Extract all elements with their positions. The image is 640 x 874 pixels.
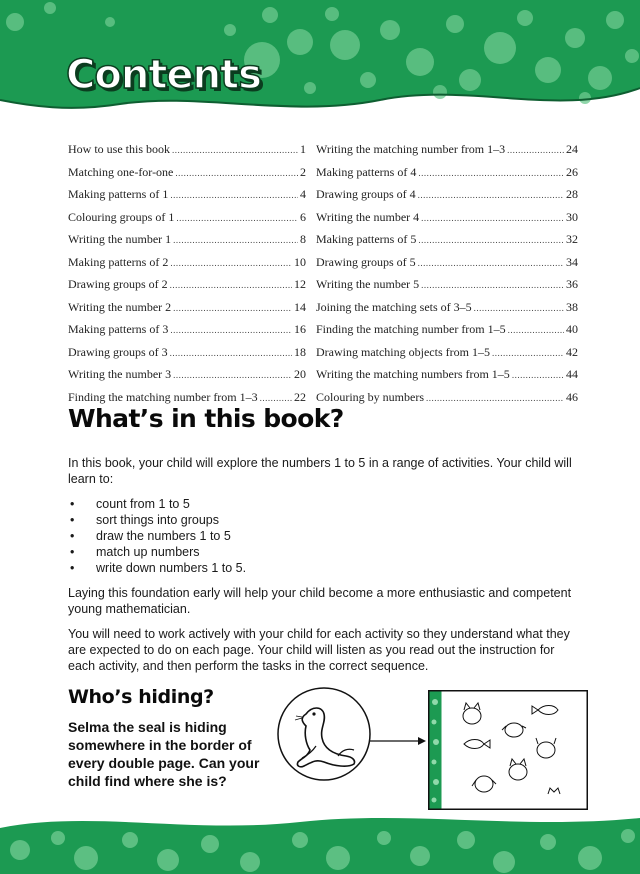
toc-entry-page: 44 [566, 367, 578, 381]
toc-entry-title: Drawing groups of 2 [68, 277, 168, 291]
toc-entry [316, 386, 578, 409]
toc-entry-page: 18 [294, 344, 306, 359]
table-of-contents [68, 138, 578, 408]
toc-leader-dots [173, 297, 292, 320]
toc-leader-dots [426, 387, 564, 410]
toc-entry-title: Writing the number 1 [68, 232, 172, 246]
toc-leader-dots [173, 364, 292, 387]
whats-in-book-body [68, 455, 578, 683]
toc-entry-title: Colouring by numbers [316, 389, 424, 404]
toc-entry [68, 183, 306, 206]
toc-entry-page: 32 [566, 232, 578, 246]
toc-entry [68, 341, 306, 364]
toc-left-column [68, 138, 306, 408]
toc-entry-title: Colouring groups of 1 [68, 209, 175, 224]
toc-entry-title: Finding the matching number from 1–5 [316, 322, 506, 336]
toc-entry-page: 28 [566, 187, 578, 201]
toc-entry-title: Writing the matching numbers from 1–5 [316, 367, 510, 381]
toc-entry-page: 26 [566, 164, 578, 179]
toc-entry-page: 12 [294, 277, 306, 291]
intro-paragraph: In this book, your child will explore the numbers 1 to 5 in a range of activities. Your child will learn to: [68, 456, 572, 486]
toc-leader-dots [418, 229, 564, 252]
toc-leader-dots [418, 252, 564, 275]
toc-entry-title: How to use this book [68, 142, 170, 156]
list-item: • count from 1 to 5 [68, 496, 578, 512]
toc-entry-title: Writing the number 5 [316, 277, 420, 291]
toc-entry-title: Writing the matching number from 1–3 [316, 142, 506, 156]
toc-entry-page: 20 [294, 367, 306, 381]
toc-entry [316, 363, 578, 386]
toc-entry [68, 228, 306, 251]
toc-entry-page: 22 [294, 389, 306, 404]
toc-leader-dots [492, 342, 564, 365]
toc-leader-dots [172, 139, 298, 162]
toc-entry [68, 296, 306, 319]
page-title: Contents [66, 52, 261, 98]
toc-leader-dots [176, 207, 298, 230]
toc-entry-title: Making patterns of 5 [316, 232, 417, 246]
toc-entry-title: Drawing groups of 5 [316, 254, 416, 269]
toc-entry [316, 138, 578, 161]
list-item: • match up numbers [68, 544, 578, 560]
toc-entry-title: Making patterns of 2 [68, 254, 169, 269]
border-example-illustration [428, 690, 588, 810]
whos-hiding-heading: Who’s hiding? [68, 686, 214, 708]
toc-entry-title: Making patterns of 1 [68, 187, 169, 201]
toc-entry-title: Drawing matching objects from 1–5 [316, 344, 490, 359]
toc-entry-title: Writing the number 4 [316, 209, 420, 224]
skills-list [68, 496, 578, 576]
toc-entry-title: Matching one-for-one [68, 164, 174, 179]
toc-entry [316, 206, 578, 229]
toc-entry [316, 228, 578, 251]
footer-banner [0, 810, 640, 874]
list-item: • sort things into groups [68, 512, 578, 528]
toc-entry-page: 14 [294, 299, 306, 314]
toc-entry [316, 251, 578, 274]
toc-leader-dots [421, 207, 564, 230]
toc-leader-dots [173, 229, 298, 252]
toc-entry [68, 273, 306, 296]
toc-entry [68, 363, 306, 386]
toc-leader-dots [170, 184, 298, 207]
toc-entry-title: Joining the matching sets of 3–5 [316, 299, 472, 314]
toc-entry-page: 1 [300, 142, 306, 156]
toc-entry [68, 251, 306, 274]
toc-entry-page: 46 [566, 389, 578, 404]
arrow-right-icon [370, 736, 426, 746]
toc-leader-dots [418, 162, 564, 185]
toc-leader-dots [512, 364, 564, 387]
list-item: • write down numbers 1 to 5. [68, 560, 578, 576]
toc-entry-page: 30 [566, 209, 578, 224]
toc-entry [316, 318, 578, 341]
toc-entry-title: Making patterns of 4 [316, 164, 417, 179]
toc-leader-dots [418, 184, 564, 207]
toc-entry-page: 24 [566, 142, 578, 156]
toc-entry [68, 206, 306, 229]
toc-entry-page: 6 [300, 209, 306, 224]
toc-leader-dots [170, 319, 292, 342]
toc-entry-page: 8 [300, 232, 306, 246]
toc-entry-page: 4 [300, 187, 306, 201]
seal-illustration [276, 686, 372, 782]
toc-entry-title: Making patterns of 3 [68, 322, 169, 336]
toc-entry [316, 273, 578, 296]
toc-leader-dots [508, 319, 564, 342]
toc-leader-dots [170, 252, 292, 275]
toc-leader-dots [170, 342, 292, 365]
toc-leader-dots [175, 162, 298, 185]
toc-entry [316, 183, 578, 206]
toc-entry-title: Drawing groups of 4 [316, 187, 416, 201]
toc-entry-page: 42 [566, 344, 578, 359]
toc-entry [316, 296, 578, 319]
toc-entry-title: Finding the matching number from 1–3 [68, 389, 258, 404]
toc-entry-page: 10 [294, 254, 306, 269]
whos-hiding-text: Selma the seal is hiding somewhere in the border of every double page. Can your child find where she is? [68, 719, 260, 789]
toc-entry-page: 38 [566, 299, 578, 314]
toc-leader-dots [507, 139, 564, 162]
toc-entry-page: 36 [566, 277, 578, 291]
toc-entry [68, 138, 306, 161]
toc-entry [316, 161, 578, 184]
toc-entry-page: 34 [566, 254, 578, 269]
toc-entry-page: 2 [300, 164, 306, 179]
toc-entry-page: 16 [294, 322, 306, 336]
work-actively-paragraph: You will need to work actively with your child for each activity so they understand what they are expected to do on each page. Your child will listen as you read out the instruction for each activity, and then perform the tasks in the correct sequence. [68, 627, 570, 673]
toc-entry-title: Writing the number 2 [68, 299, 172, 314]
toc-entry-page: 40 [566, 322, 578, 336]
toc-entry [68, 161, 306, 184]
toc-entry-title: Writing the number 3 [68, 367, 172, 381]
toc-entry [68, 318, 306, 341]
whats-in-book-heading: What’s in this book? [68, 404, 344, 433]
list-item: • draw the numbers 1 to 5 [68, 528, 578, 544]
toc-leader-dots [170, 274, 292, 297]
foundation-paragraph: Laying this foundation early will help your child become a more enthusiastic and competent young mathematician. [68, 586, 572, 616]
toc-right-column [316, 138, 578, 408]
toc-entry [316, 341, 578, 364]
toc-leader-dots [474, 297, 564, 320]
toc-leader-dots [421, 274, 564, 297]
header-banner [0, 0, 640, 125]
toc-entry-title: Drawing groups of 3 [68, 344, 168, 359]
